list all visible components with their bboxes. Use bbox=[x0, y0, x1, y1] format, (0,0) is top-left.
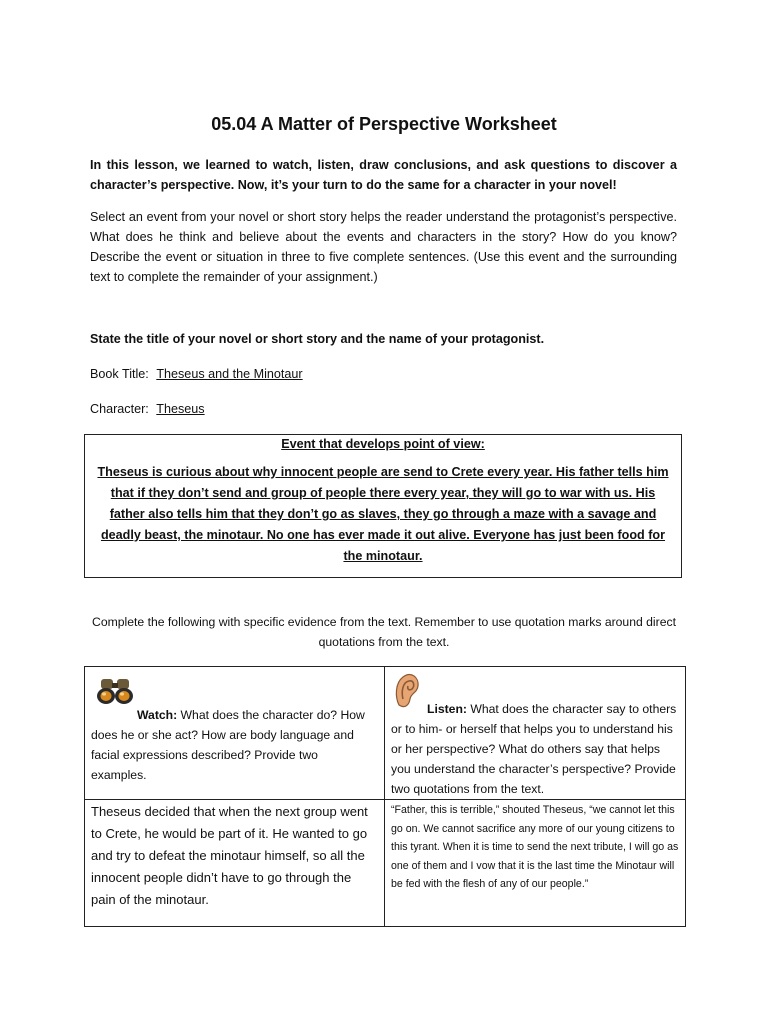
event-text: Theseus is curious about why innocent people are send to Crete every year. His father tells him that if they don’t send and group of people there every year, they will go to war with us. His father also tells him that they don’t go as slaves, they go through a maze with a savage and deadly beast, the minotaur. No one has ever made it out alive. Everyone has just been food for the minotaur. bbox=[97, 465, 669, 563]
listen-answer: “Father, this is terrible,” shouted Theseus, “we cannot let this go on. We cannot sacrifice any more of our young citizens to this tyrant. When it is time to send the next tribute, I will go as one of them and I vow that it is the last time the Minotaur will be fed with the flesh of any of our people.” bbox=[391, 804, 679, 890]
character-field bbox=[90, 402, 205, 416]
page-title: 05.04 A Matter of Perspective Worksheet bbox=[211, 114, 557, 134]
title-prompt: State the title of your novel or short story and the name of your protagonist. bbox=[90, 332, 545, 346]
character-value: Theseus bbox=[156, 402, 205, 416]
watch-label: Watch: bbox=[137, 708, 178, 722]
watch-answer: Theseus decided that when the next group went to Crete, he would be part of it. He wanted to go and try to defeat the minotaur himself, so all the innocent people didn’t have to go through the pain of the minotaur. bbox=[91, 804, 368, 907]
listen-prompt-cell bbox=[391, 675, 679, 799]
watch-question: What does the character do? How does he or she act? How are body language and facial expressions described? Provide two examples. bbox=[91, 708, 365, 782]
table-divider-horizontal bbox=[85, 799, 685, 800]
intro-paragraph: In this lesson, we learned to watch, listen, draw conclusions, and ask questions to discover a character’s perspective. Now, it’s your turn to do the same for a character in your novel! bbox=[90, 158, 677, 192]
listen-label: Listen: bbox=[427, 702, 467, 716]
evidence-table bbox=[84, 666, 686, 927]
character-label: Character: bbox=[90, 402, 149, 416]
listen-question: What does the character say to others or to him- or herself that helps you to understand his or her perspective? What do others say that helps you understand the character’s perspective? Provide two quotations from the text. bbox=[391, 702, 677, 796]
instructions-paragraph: Select an event from your novel or short story helps the reader understand the protagonist’s perspective. What does he think and believe about the events and characters in the story? How do you know? Describe the event or situation in three to five complete sentences. (Use this event and the surrounding text to complete the remainder of your assignment.) bbox=[90, 210, 677, 284]
watch-prompt-cell bbox=[91, 675, 375, 785]
evidence-instructions: Complete the following with specific evidence from the text. Remember to use quotation marks around direct quotations from the text. bbox=[92, 615, 676, 649]
book-title-field bbox=[90, 367, 303, 381]
book-title-label: Book Title: bbox=[90, 367, 149, 381]
event-box bbox=[84, 434, 682, 578]
table-divider-vertical bbox=[384, 667, 385, 926]
book-title-value: Theseus and the Minotaur bbox=[156, 367, 303, 381]
event-heading: Event that develops point of view: bbox=[281, 437, 485, 451]
